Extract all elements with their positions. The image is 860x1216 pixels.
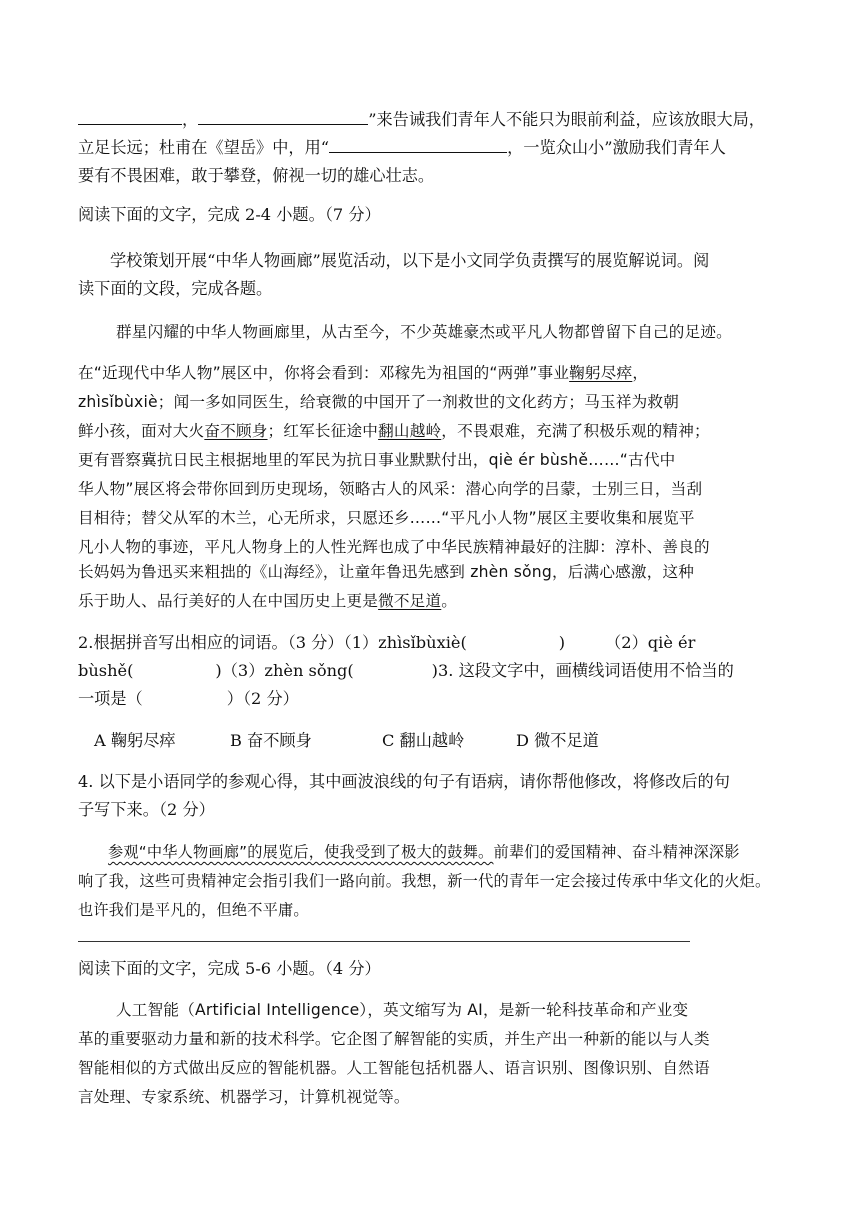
- ai-passage-line: 革的重要驱动力量和新的技术科学。它企图了解智能的实质，并生产出一种新的能以与人类: [78, 1030, 710, 1048]
- answer-blank[interactable]: [78, 110, 182, 125]
- question-text: ): [558, 633, 566, 652]
- question-3-options: [94, 731, 599, 751]
- answer-line[interactable]: [78, 941, 690, 942]
- reflection-line-3: 也许我们是平凡的，但绝不平庸。: [78, 901, 309, 919]
- question-3-stem: [78, 689, 299, 709]
- question-4-line-2: 子写下来。（2 分）: [78, 800, 215, 819]
- poem-line-3: 要有不畏困难，敢于攀登，俯视一切的雄心壮志。: [78, 166, 435, 185]
- passage-line: 华人物”展区将会带你回到历史现场，领略古人的风采：潜心向学的吕蒙，士别三日，当刮: [78, 480, 703, 498]
- question-text: )（3）zhèn sǒng(: [215, 661, 354, 680]
- question-text: )3. 这段文字中，画横线词语使用不恰当的: [431, 661, 734, 680]
- question-text: 一项是（: [78, 689, 143, 708]
- passage-text: 乐于助人、品行美好的人在中国历史上更是: [78, 592, 379, 610]
- passage-line: 群星闪耀的中华人物画廊里，从古至今，不少英雄豪杰或平凡人物都曾留下自己的足迹。: [116, 323, 732, 341]
- passage-line: 目相待；替父从军的木兰，心无所求，只愿还乡……“平凡小人物”展区主要收集和展览平: [78, 509, 695, 527]
- question-2-line-2: [78, 661, 734, 681]
- underlined-term-1: 鞠躬尽瘁: [569, 364, 633, 382]
- answer-blank[interactable]: [198, 110, 368, 125]
- option-b[interactable]: B 奋不顾身: [230, 731, 312, 750]
- section-1-intro-line-2: 读下面的文段，完成各题。: [78, 279, 273, 298]
- reflection-text: 前辈们的爱国精神、奋斗精神深深影: [493, 843, 740, 861]
- question-2-line-1: [78, 633, 695, 653]
- passage-line: [78, 591, 457, 611]
- option-c[interactable]: C 翻山越岭: [382, 731, 465, 750]
- section-2-instruction: 阅读下面的文字，完成 5-6 小题。（4 分）: [78, 959, 381, 978]
- underlined-term-3: 翻山越岭: [378, 422, 442, 440]
- wavy-sentence: 参观“中华人物画廊”的展览后，使我受到了极大的鼓舞。: [108, 843, 494, 861]
- passage-text: 鲜小孩，面对大火: [78, 422, 205, 440]
- passage-line: 更有晋察冀抗日民主根据地里的军民为抗日事业默默付出，qiè ér bùshě……“古代中: [78, 451, 676, 469]
- ai-passage-line: 智能相似的方式做出反应的智能机器。人工智能包括机器人、语言识别、图像识别、自然语: [78, 1059, 710, 1077]
- question-4-line-1: 4. 以下是小语同学的参观心得，其中画波浪线的句子有语病，请你帮他修改，将修改后的句: [78, 772, 730, 791]
- passage-line: 凡小人物的事迹，平凡人物身上的人性光辉也成了中华民族精神最好的注脚：淳朴、善良的: [78, 538, 710, 556]
- section-1-instruction: 阅读下面的文字，完成 2-4 小题。（7 分）: [78, 205, 381, 224]
- reflection-line-1: [108, 842, 740, 862]
- underlined-term-2: 奋不顾身: [204, 422, 268, 440]
- separator-comma: ，: [182, 110, 199, 129]
- poem-line-1: [78, 110, 765, 130]
- passage-line: zhìsǐbùxiè；闻一多如同医生，给衰微的中国开了一剂救世的文化药方；马玉祥为救朝: [78, 393, 679, 411]
- answer-blank[interactable]: [329, 138, 507, 153]
- question-text: ）（2 分）: [226, 689, 299, 708]
- option-d[interactable]: D 微不足道: [516, 731, 599, 750]
- passage-text: ；红军长征途中: [267, 422, 379, 440]
- reflection-line-2: 响了我，这些可贵精神定会指引我们一路向前。我想，新一代的青年一定会接过传承中华文化的火炬。: [78, 872, 771, 890]
- question-text: bùshě(: [78, 661, 134, 680]
- question-text: 2.根据拼音写出相应的词语。（3 分）（1）zhìsǐbùxiè(: [78, 633, 467, 652]
- ai-passage-line: 言处理、专家系统、机器学习，计算机视觉等。: [78, 1088, 410, 1106]
- ai-passage-line: 人工智能（Artificial Intelligence），英文缩写为 AI，是新一轮科技革命和产业变: [116, 1001, 689, 1019]
- passage-text: ，不畏艰难，充满了积极乐观的精神；: [441, 422, 710, 440]
- option-a[interactable]: A 鞠躬尽瘁: [94, 731, 176, 750]
- passage-line: 长妈妈为鲁迅买来粗拙的《山海经》，让童年鲁迅先感到 zhèn sǒng，后满心感激，这种: [78, 563, 695, 581]
- underlined-term-4: 微不足道: [378, 592, 442, 610]
- poem-line-2-head: 立足长远；杜甫在《望岳》中，用“: [78, 138, 330, 157]
- passage-line: [78, 421, 710, 441]
- passage-text: 在“近现代中华人物”展区中，你将会看到：邓稼先为祖国的“两弹”事业: [78, 364, 570, 382]
- passage-line: [78, 363, 648, 383]
- poem-line-2: [78, 138, 726, 158]
- poem-line-2-tail: ，一览众山小”激励我们青年人: [507, 138, 726, 157]
- question-text: （2）qiè ér: [605, 633, 696, 652]
- passage-text: 。: [441, 592, 458, 610]
- poem-line-1-text: ”来告诫我们青年人不能只为眼前利益，应该放眼大局，: [368, 110, 765, 129]
- passage-text: ，: [632, 364, 649, 382]
- section-1-intro-line-1: 学校策划开展“中华人物画廊”展览活动，以下是小文同学负责撰写的展览解说词。阅: [110, 251, 710, 270]
